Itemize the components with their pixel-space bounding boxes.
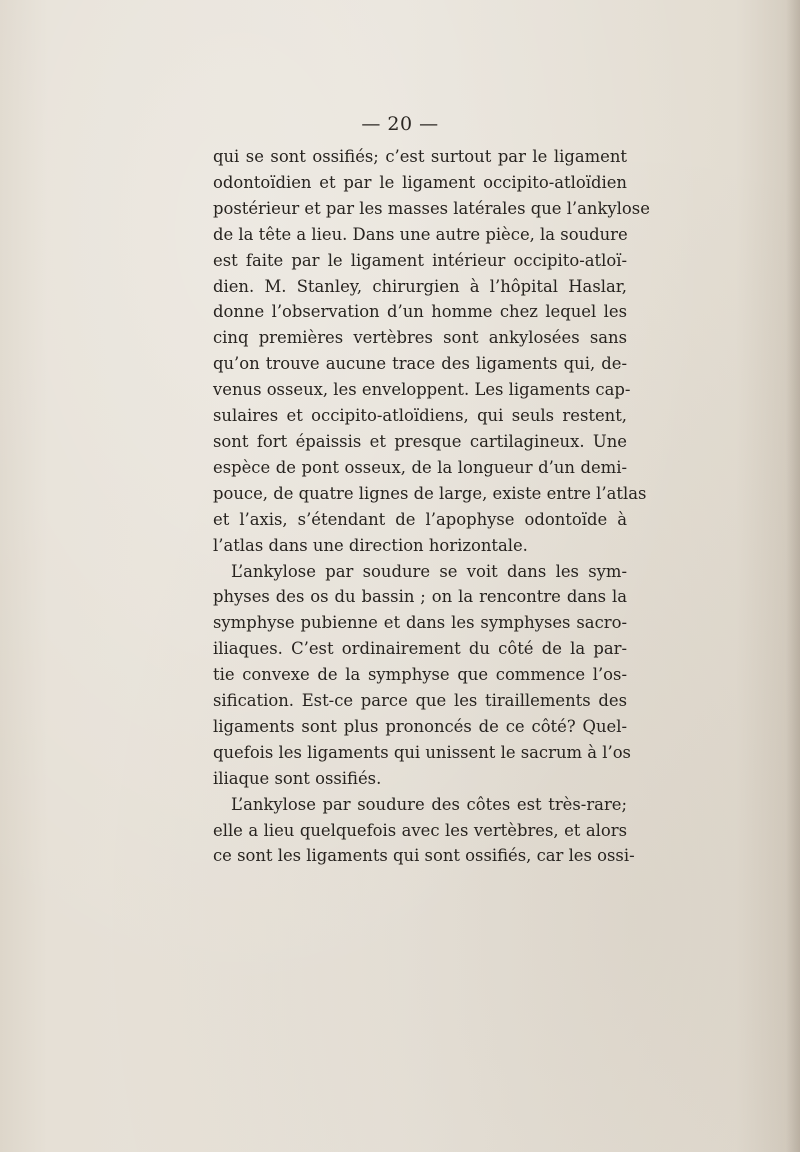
text-line: L’ankylose par soudure se voit dans les sym-	[231, 561, 627, 581]
text-line: ce sont les ligaments qui sont ossifiés, car les ossi-	[213, 846, 635, 866]
page-number: — 20 —	[361, 113, 439, 135]
text-line: de la tête a lieu. Dans une autre pièce, la soudure	[213, 224, 628, 244]
text-line: postérieur et par les masses latérales que l’ankylose	[213, 198, 650, 218]
text-line: ligaments sont plus prononcés de ce côté? Quel-	[213, 716, 627, 736]
text-line: et l’axis, s’étendant de l’apophyse odontoïde à	[213, 509, 627, 529]
text-line: tie convexe de la symphyse que commence l’os-	[213, 665, 627, 685]
text-line: symphyse pubienne et dans les symphyses sacro-	[213, 613, 627, 633]
page-edge-shadow	[786, 0, 800, 1152]
text-line: est faite par le ligament intérieur occipito-atloï-	[213, 250, 627, 270]
text-line: espèce de pont osseux, de la longueur d’un demi-	[213, 457, 627, 477]
text-line: cinq premières vertèbres sont ankylosées sans	[213, 328, 627, 348]
text-line: sification. Est-ce parce que les tiraillements des	[213, 691, 627, 711]
text-line: physes des os du bassin ; on la rencontre dans la	[213, 587, 627, 607]
body-text	[213, 144, 650, 869]
text-line: l’atlas dans une direction horizontale.	[213, 535, 528, 555]
text-line: sont fort épaissis et presque cartilagineux. Une	[213, 431, 627, 451]
text-line: iliaques. C’est ordinairement du côté de la par-	[213, 639, 627, 659]
text-line: elle a lieu quelquefois avec les vertèbres, et alors	[213, 820, 627, 840]
text-line: pouce, de quatre lignes de large, existe entre l’atlas	[213, 483, 647, 503]
text-line: sulaires et occipito-atloïdiens, qui seuls restent,	[213, 406, 627, 426]
text-line: donne l’observation d’un homme chez lequel les	[213, 302, 627, 322]
text-line: L’ankylose par soudure des côtes est très-rare;	[231, 794, 627, 814]
text-line: dien. M. Stanley, chirurgien à l’hôpital Haslar,	[213, 276, 627, 296]
text-line: qui se sont ossifiés; c’est surtout par le ligament	[213, 147, 627, 166]
text-line: odontoïdien et par le ligament occipito-atloïdien	[213, 172, 627, 192]
text-line: qu’on trouve aucune trace des ligaments qui, de-	[213, 354, 627, 374]
text-line: quefois les ligaments qui unissent le sacrum à l’os	[213, 742, 631, 762]
text-line: iliaque sont ossifiés.	[213, 768, 382, 788]
text-line: venus osseux, les enveloppent. Les ligaments cap-	[213, 380, 631, 400]
